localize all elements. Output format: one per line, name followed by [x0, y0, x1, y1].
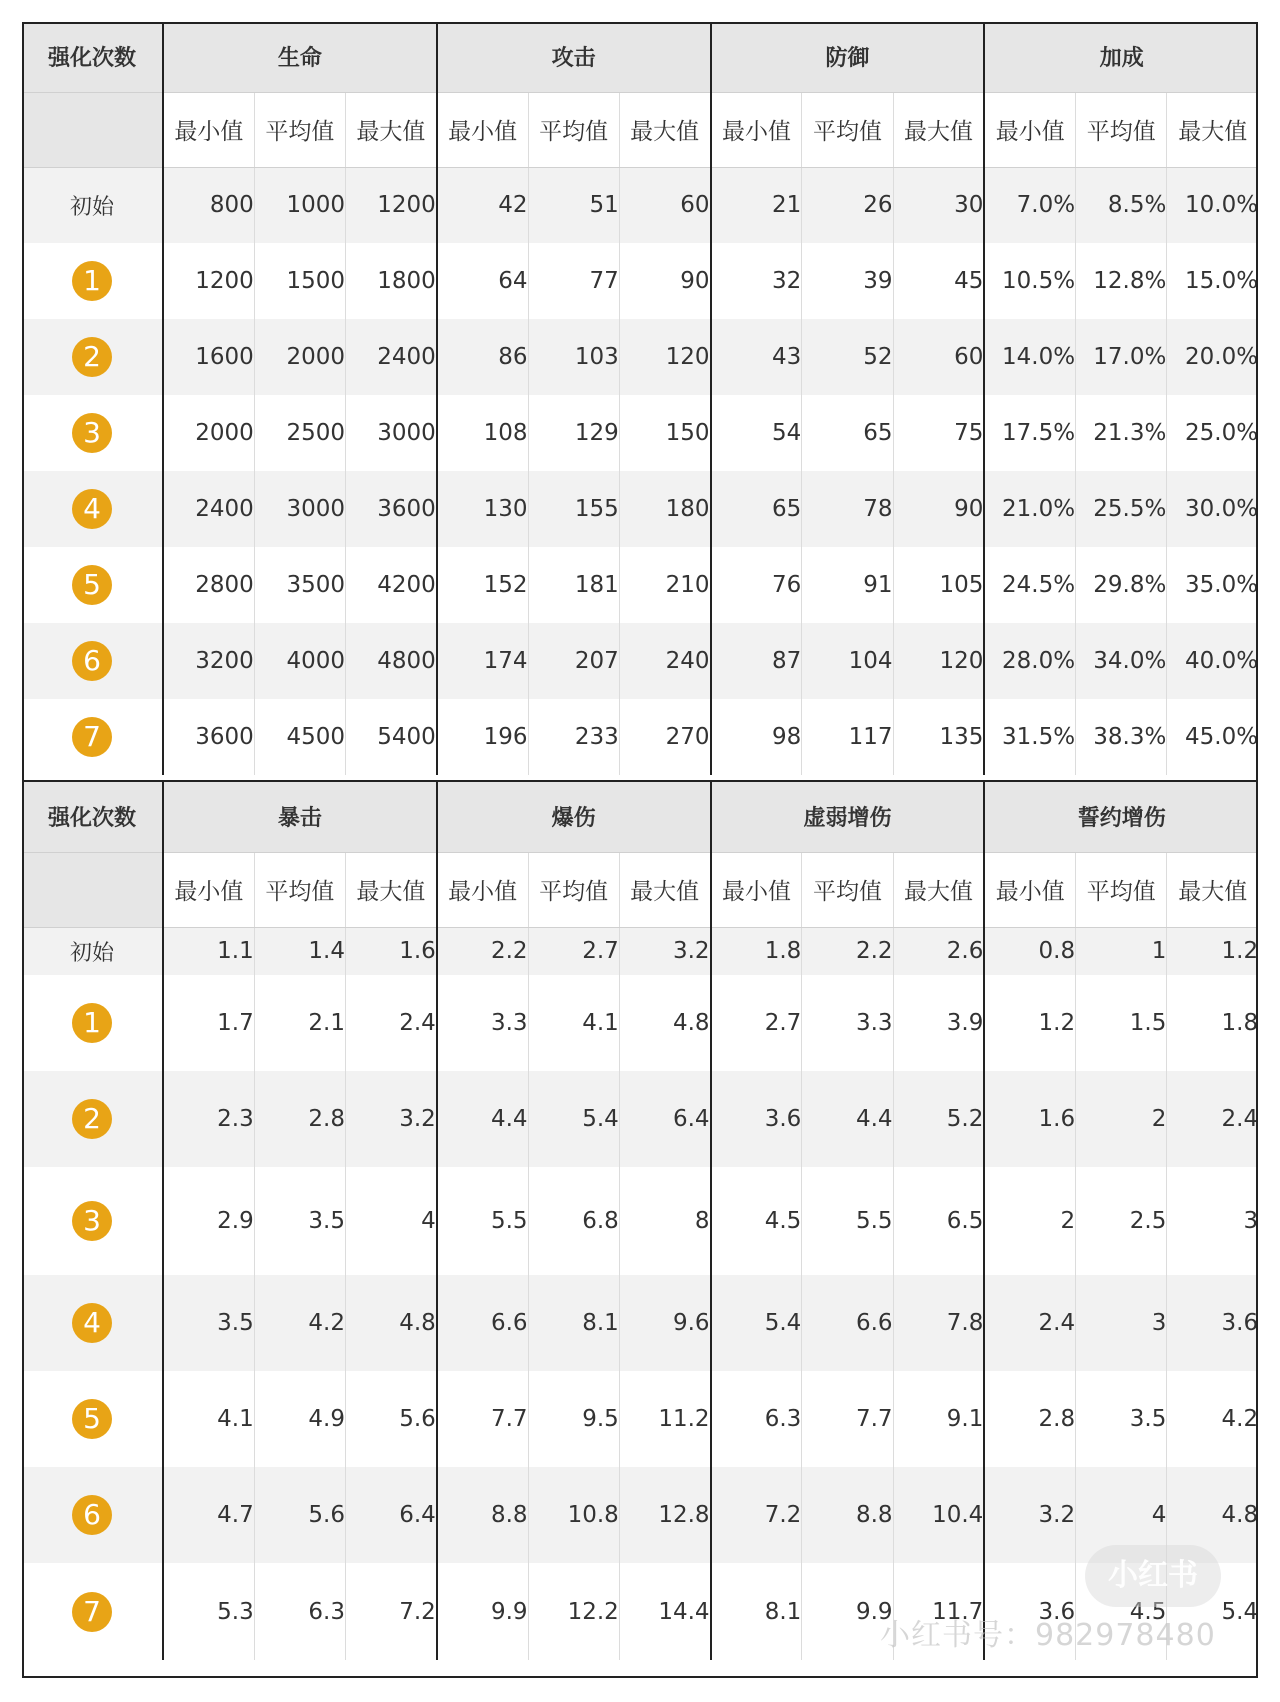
value-cell: 152	[437, 547, 528, 623]
level-cell: 初始	[22, 167, 163, 243]
value-cell: 9.1	[893, 1371, 984, 1467]
sub-header: 平均值	[1076, 92, 1167, 167]
watermark-logo: 小红书	[1085, 1545, 1221, 1607]
value-cell: 120	[619, 319, 710, 395]
value-cell: 1600	[163, 319, 254, 395]
value-cell: 3.5	[163, 1275, 254, 1371]
sub-header: 平均值	[528, 852, 619, 927]
value-cell: 2800	[163, 547, 254, 623]
level-cell	[22, 1071, 163, 1167]
value-cell: 1.5	[1076, 975, 1167, 1071]
value-cell: 117	[802, 699, 893, 775]
value-cell: 9.9	[437, 1563, 528, 1660]
level-cell	[22, 471, 163, 547]
value-cell: 4000	[254, 623, 345, 699]
level-badge: 1	[72, 261, 112, 301]
value-cell: 39	[802, 243, 893, 319]
table-row	[22, 1467, 1258, 1563]
sub-header: 最小值	[984, 852, 1075, 927]
value-cell: 21	[711, 167, 802, 243]
value-cell: 174	[437, 623, 528, 699]
sub-header: 最小值	[984, 92, 1075, 167]
value-cell: 6.4	[619, 1071, 710, 1167]
value-cell: 5.4	[1167, 1563, 1258, 1660]
table-row	[22, 547, 1258, 623]
value-cell: 1200	[346, 167, 437, 243]
value-cell: 4.5	[711, 1167, 802, 1275]
value-cell: 150	[619, 395, 710, 471]
table-row	[22, 975, 1258, 1071]
value-cell: 17.0%	[1076, 319, 1167, 395]
value-cell: 4.4	[802, 1071, 893, 1167]
level-badge: 2	[72, 1099, 112, 1139]
value-cell: 45.0%	[1167, 699, 1258, 775]
value-cell: 4	[346, 1167, 437, 1275]
value-cell: 104	[802, 623, 893, 699]
value-cell: 2000	[163, 395, 254, 471]
value-cell: 240	[619, 623, 710, 699]
value-cell: 3.6	[984, 1563, 1075, 1660]
value-cell: 1.6	[984, 1071, 1075, 1167]
level-cell	[22, 1275, 163, 1371]
value-cell: 3.9	[893, 975, 984, 1071]
value-cell: 90	[619, 243, 710, 319]
value-cell: 1.6	[346, 927, 437, 975]
value-cell: 20.0%	[1167, 319, 1258, 395]
value-cell: 3000	[346, 395, 437, 471]
value-cell: 2.9	[163, 1167, 254, 1275]
corner-blank-cell	[22, 852, 163, 927]
value-cell: 25.0%	[1167, 395, 1258, 471]
value-cell: 78	[802, 471, 893, 547]
value-cell: 87	[711, 623, 802, 699]
value-cell: 129	[528, 395, 619, 471]
watermark-text: 小红书号：982978480	[880, 1618, 1216, 1653]
value-cell: 4200	[346, 547, 437, 623]
value-cell: 5.5	[802, 1167, 893, 1275]
sub-header: 最小值	[437, 92, 528, 167]
category-header: 生命	[163, 22, 437, 92]
corner-blank-cell	[22, 92, 163, 167]
value-cell: 2.4	[1167, 1071, 1258, 1167]
value-cell: 31.5%	[984, 699, 1075, 775]
value-cell: 10.5%	[984, 243, 1075, 319]
value-cell: 3.3	[437, 975, 528, 1071]
table-row	[22, 395, 1258, 471]
value-cell: 9.5	[528, 1371, 619, 1467]
sub-header: 平均值	[802, 92, 893, 167]
table-row	[22, 471, 1258, 547]
level-badge: 7	[72, 1592, 112, 1632]
value-cell: 2.4	[984, 1275, 1075, 1371]
category-header: 誓约增伤	[984, 782, 1258, 852]
table-row	[22, 319, 1258, 395]
value-cell: 207	[528, 623, 619, 699]
value-cell: 21.0%	[984, 471, 1075, 547]
value-cell: 4.2	[1167, 1371, 1258, 1467]
category-header: 爆伤	[437, 782, 711, 852]
table-row	[22, 1071, 1258, 1167]
value-cell: 4.2	[254, 1275, 345, 1371]
level-cell	[22, 1467, 163, 1563]
value-cell: 1.8	[1167, 975, 1258, 1071]
level-badge: 1	[72, 1003, 112, 1043]
value-cell: 3000	[254, 471, 345, 547]
value-cell: 6.8	[528, 1167, 619, 1275]
value-cell: 75	[893, 395, 984, 471]
sub-header: 最大值	[619, 92, 710, 167]
sub-header: 最大值	[893, 92, 984, 167]
value-cell: 5.3	[163, 1563, 254, 1660]
value-cell: 14.4	[619, 1563, 710, 1660]
value-cell: 9.9	[802, 1563, 893, 1660]
value-cell: 0.8	[984, 927, 1075, 975]
value-cell: 77	[528, 243, 619, 319]
value-cell: 60	[893, 319, 984, 395]
value-cell: 2.2	[802, 927, 893, 975]
value-cell: 29.8%	[1076, 547, 1167, 623]
value-cell: 7.7	[437, 1371, 528, 1467]
corner-label: 强化次数	[22, 782, 163, 852]
sub-header: 最大值	[346, 92, 437, 167]
value-cell: 35.0%	[1167, 547, 1258, 623]
value-cell: 10.8	[528, 1467, 619, 1563]
value-cell: 2.1	[254, 975, 345, 1071]
value-cell: 6.6	[437, 1275, 528, 1371]
level-cell	[22, 1371, 163, 1467]
value-cell: 3	[1167, 1167, 1258, 1275]
value-cell: 196	[437, 699, 528, 775]
value-cell: 3.3	[802, 975, 893, 1071]
level-badge: 5	[72, 1399, 112, 1439]
level-cell	[22, 623, 163, 699]
table-row	[22, 1371, 1258, 1467]
value-cell: 21.3%	[1076, 395, 1167, 471]
value-cell: 12.8	[619, 1467, 710, 1563]
value-cell: 1.7	[163, 975, 254, 1071]
value-cell: 2.7	[528, 927, 619, 975]
stats-table-1	[22, 22, 1258, 775]
value-cell: 1.2	[984, 975, 1075, 1071]
level-badge: 6	[72, 641, 112, 681]
category-header-row	[22, 22, 1258, 92]
value-cell: 3.2	[346, 1071, 437, 1167]
level-badge: 4	[72, 1303, 112, 1343]
value-cell: 4.8	[619, 975, 710, 1071]
table-row	[22, 927, 1258, 975]
value-cell: 76	[711, 547, 802, 623]
value-cell: 105	[893, 547, 984, 623]
level-badge: 5	[72, 565, 112, 605]
value-cell: 5.2	[893, 1071, 984, 1167]
value-cell: 3.2	[984, 1467, 1075, 1563]
value-cell: 28.0%	[984, 623, 1075, 699]
table-row	[22, 167, 1258, 243]
sub-header: 最大值	[1167, 852, 1258, 927]
category-header: 虚弱增伤	[711, 782, 985, 852]
table-row	[22, 1167, 1258, 1275]
stats-table-2	[22, 782, 1258, 1660]
value-cell: 8.5%	[1076, 167, 1167, 243]
value-cell: 24.5%	[984, 547, 1075, 623]
value-cell: 1000	[254, 167, 345, 243]
table-row	[22, 1275, 1258, 1371]
value-cell: 3200	[163, 623, 254, 699]
value-cell: 32	[711, 243, 802, 319]
value-cell: 1200	[163, 243, 254, 319]
value-cell: 12.2	[528, 1563, 619, 1660]
value-cell: 90	[893, 471, 984, 547]
value-cell: 5.6	[346, 1371, 437, 1467]
value-cell: 8.1	[711, 1563, 802, 1660]
level-cell	[22, 319, 163, 395]
value-cell: 800	[163, 167, 254, 243]
value-cell: 42	[437, 167, 528, 243]
value-cell: 5.4	[528, 1071, 619, 1167]
sub-header: 最小值	[437, 852, 528, 927]
sub-header: 最小值	[163, 852, 254, 927]
value-cell: 4.7	[163, 1467, 254, 1563]
level-cell	[22, 547, 163, 623]
value-cell: 210	[619, 547, 710, 623]
value-cell: 6.3	[254, 1563, 345, 1660]
value-cell: 52	[802, 319, 893, 395]
value-cell: 6.3	[711, 1371, 802, 1467]
value-cell: 9.6	[619, 1275, 710, 1371]
value-cell: 2.8	[984, 1371, 1075, 1467]
sub-header: 最小值	[711, 852, 802, 927]
value-cell: 2.6	[893, 927, 984, 975]
value-cell: 1800	[346, 243, 437, 319]
value-cell: 3	[1076, 1275, 1167, 1371]
value-cell: 4.1	[528, 975, 619, 1071]
value-cell: 1.4	[254, 927, 345, 975]
value-cell: 7.2	[346, 1563, 437, 1660]
value-cell: 8.8	[437, 1467, 528, 1563]
value-cell: 15.0%	[1167, 243, 1258, 319]
value-cell: 181	[528, 547, 619, 623]
level-cell	[22, 975, 163, 1071]
level-badge: 3	[72, 1201, 112, 1241]
value-cell: 108	[437, 395, 528, 471]
value-cell: 3.5	[1076, 1371, 1167, 1467]
value-cell: 2.4	[346, 975, 437, 1071]
value-cell: 10.0%	[1167, 167, 1258, 243]
value-cell: 4.9	[254, 1371, 345, 1467]
value-cell: 2.5	[1076, 1167, 1167, 1275]
category-header: 攻击	[437, 22, 711, 92]
value-cell: 4800	[346, 623, 437, 699]
value-cell: 1	[1076, 927, 1167, 975]
value-cell: 14.0%	[984, 319, 1075, 395]
value-cell: 30	[893, 167, 984, 243]
value-cell: 233	[528, 699, 619, 775]
value-cell: 130	[437, 471, 528, 547]
level-cell	[22, 243, 163, 319]
level-cell	[22, 395, 163, 471]
sub-header: 平均值	[254, 852, 345, 927]
value-cell: 135	[893, 699, 984, 775]
table-row	[22, 623, 1258, 699]
value-cell: 103	[528, 319, 619, 395]
value-cell: 3.5	[254, 1167, 345, 1275]
value-cell: 45	[893, 243, 984, 319]
value-cell: 6.4	[346, 1467, 437, 1563]
value-cell: 2000	[254, 319, 345, 395]
value-cell: 11.2	[619, 1371, 710, 1467]
value-cell: 1.1	[163, 927, 254, 975]
level-cell	[22, 699, 163, 775]
value-cell: 8	[619, 1167, 710, 1275]
category-header: 暴击	[163, 782, 437, 852]
level-cell	[22, 1167, 163, 1275]
value-cell: 2500	[254, 395, 345, 471]
value-cell: 98	[711, 699, 802, 775]
value-cell: 4.1	[163, 1371, 254, 1467]
value-cell: 3600	[163, 699, 254, 775]
value-cell: 4.5	[1076, 1563, 1167, 1660]
value-cell: 8.1	[528, 1275, 619, 1371]
sub-header: 最大值	[619, 852, 710, 927]
value-cell: 43	[711, 319, 802, 395]
value-cell: 91	[802, 547, 893, 623]
value-cell: 34.0%	[1076, 623, 1167, 699]
value-cell: 2.3	[163, 1071, 254, 1167]
value-cell: 51	[528, 167, 619, 243]
level-cell	[22, 1563, 163, 1660]
value-cell: 2.8	[254, 1071, 345, 1167]
value-cell: 6.6	[802, 1275, 893, 1371]
value-cell: 4500	[254, 699, 345, 775]
level-badge: 6	[72, 1495, 112, 1535]
value-cell: 65	[711, 471, 802, 547]
value-cell: 3500	[254, 547, 345, 623]
value-cell: 11.7	[893, 1563, 984, 1660]
value-cell: 3.6	[711, 1071, 802, 1167]
value-cell: 2	[1076, 1071, 1167, 1167]
sub-header-row	[22, 92, 1258, 167]
level-badge: 4	[72, 489, 112, 529]
value-cell: 1.2	[1167, 927, 1258, 975]
value-cell: 6.5	[893, 1167, 984, 1275]
value-cell: 30.0%	[1167, 471, 1258, 547]
value-cell: 4.4	[437, 1071, 528, 1167]
value-cell: 8.8	[802, 1467, 893, 1563]
value-cell: 2.7	[711, 975, 802, 1071]
value-cell: 3600	[346, 471, 437, 547]
sub-header: 最大值	[346, 852, 437, 927]
category-header: 加成	[984, 22, 1258, 92]
sub-header: 最小值	[711, 92, 802, 167]
value-cell: 7.7	[802, 1371, 893, 1467]
value-cell: 3.2	[619, 927, 710, 975]
category-header: 防御	[711, 22, 985, 92]
value-cell: 5.4	[711, 1275, 802, 1371]
level-badge: 3	[72, 413, 112, 453]
value-cell: 1.8	[711, 927, 802, 975]
sub-header: 平均值	[528, 92, 619, 167]
value-cell: 3.6	[1167, 1275, 1258, 1371]
value-cell: 54	[711, 395, 802, 471]
value-cell: 5.6	[254, 1467, 345, 1563]
value-cell: 4	[1076, 1467, 1167, 1563]
value-cell: 60	[619, 167, 710, 243]
value-cell: 38.3%	[1076, 699, 1167, 775]
value-cell: 25.5%	[1076, 471, 1167, 547]
level-badge: 2	[72, 337, 112, 377]
value-cell: 26	[802, 167, 893, 243]
category-header-row	[22, 782, 1258, 852]
value-cell: 7.0%	[984, 167, 1075, 243]
value-cell: 7.8	[893, 1275, 984, 1371]
value-cell: 40.0%	[1167, 623, 1258, 699]
level-badge: 7	[72, 717, 112, 757]
value-cell: 7.2	[711, 1467, 802, 1563]
value-cell: 5.5	[437, 1167, 528, 1275]
value-cell: 180	[619, 471, 710, 547]
value-cell: 120	[893, 623, 984, 699]
value-cell: 2	[984, 1167, 1075, 1275]
sub-header: 最大值	[893, 852, 984, 927]
sub-header: 平均值	[1076, 852, 1167, 927]
value-cell: 270	[619, 699, 710, 775]
level-cell: 初始	[22, 927, 163, 975]
sub-header: 平均值	[254, 92, 345, 167]
value-cell: 4.8	[346, 1275, 437, 1371]
table-row	[22, 699, 1258, 775]
value-cell: 17.5%	[984, 395, 1075, 471]
value-cell: 2400	[346, 319, 437, 395]
value-cell: 1500	[254, 243, 345, 319]
sub-header-row	[22, 852, 1258, 927]
value-cell: 2400	[163, 471, 254, 547]
value-cell: 12.8%	[1076, 243, 1167, 319]
value-cell: 2.2	[437, 927, 528, 975]
table-row	[22, 243, 1258, 319]
value-cell: 10.4	[893, 1467, 984, 1563]
corner-label: 强化次数	[22, 22, 163, 92]
sub-header: 平均值	[802, 852, 893, 927]
value-cell: 4.8	[1167, 1467, 1258, 1563]
value-cell: 155	[528, 471, 619, 547]
value-cell: 65	[802, 395, 893, 471]
value-cell: 86	[437, 319, 528, 395]
value-cell: 64	[437, 243, 528, 319]
value-cell: 5400	[346, 699, 437, 775]
sub-header: 最大值	[1167, 92, 1258, 167]
sub-header: 最小值	[163, 92, 254, 167]
